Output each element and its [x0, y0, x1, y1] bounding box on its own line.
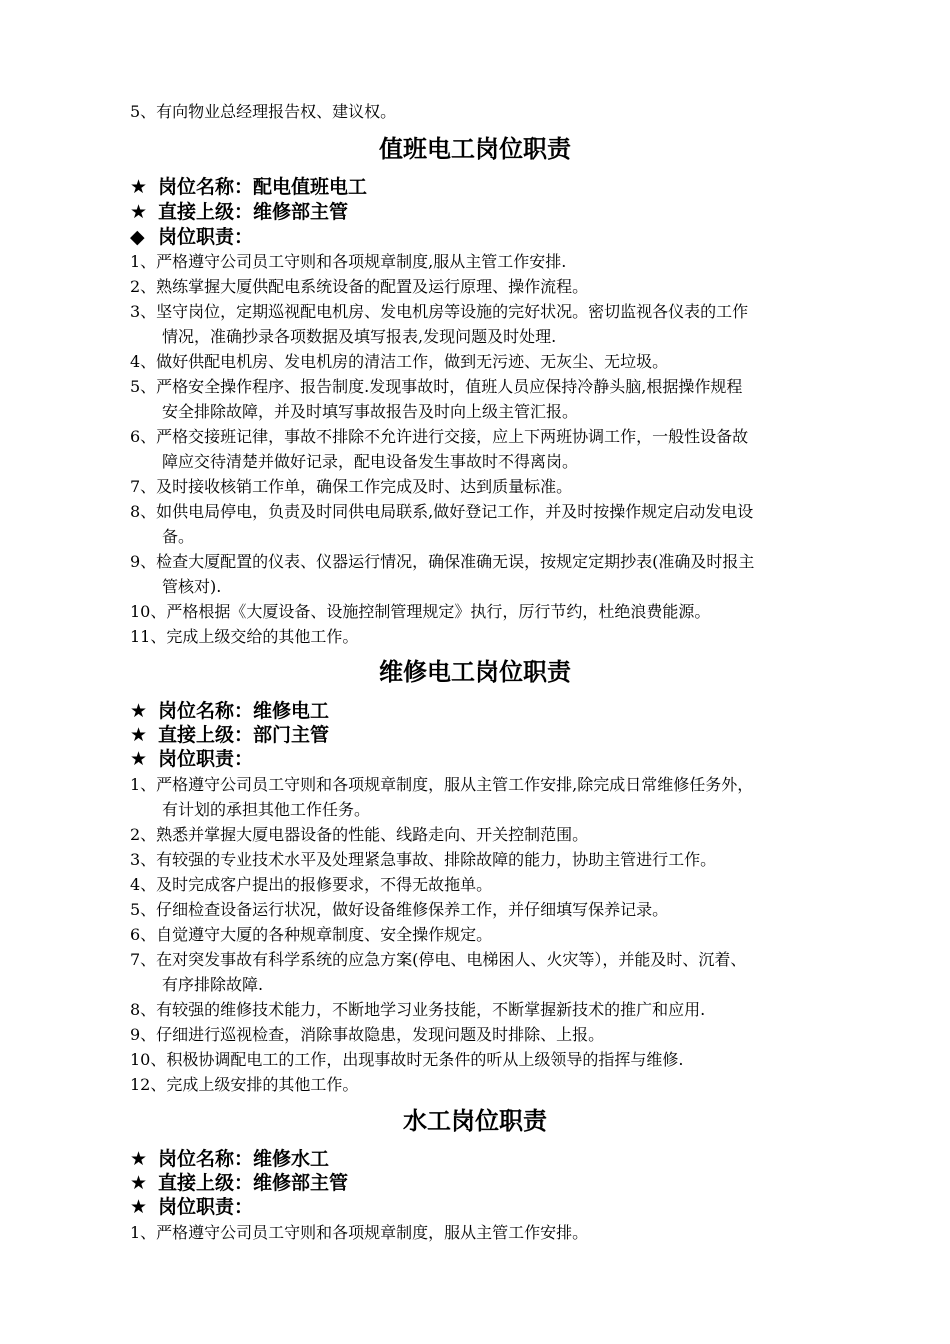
- duty-line: 3、坚守岗位，定期巡视配电机房、发电机房等设施的完好状况。密切监视各仪表的工作: [130, 302, 749, 321]
- duty-line-continued: 安全排除故障，并及时填写事故报告及时向上级主管汇报。: [162, 402, 579, 421]
- duty-line: 10、严格根据《大厦设备、设施控制管理规定》执行，厉行节约，杜绝浪费能源。: [130, 602, 711, 621]
- header-position-name: [130, 175, 367, 199]
- diamond-icon: ◆: [130, 226, 145, 248]
- star-icon: ★: [130, 1148, 148, 1170]
- header-position-name: [130, 699, 329, 723]
- section-title-plumber: 水工岗位职责: [403, 1107, 547, 1135]
- star-icon: ★: [130, 1172, 148, 1194]
- section-title-duty-electrician: 值班电工岗位职责: [379, 135, 571, 163]
- star-icon: ★: [130, 176, 148, 198]
- section-title-maintenance-electrician: 维修电工岗位职责: [379, 658, 571, 686]
- header-text: 岗位职责：: [158, 226, 254, 248]
- header-text: 岗位名称：维修电工: [158, 700, 330, 722]
- duty-line: 3、有较强的专业技术水平及处理紧急事故、排除故障的能力，协助主管进行工作。: [130, 850, 717, 869]
- duty-line: 4、做好供配电机房、发电机房的清洁工作，做到无污迹、无灰尘、无垃圾。: [130, 352, 669, 371]
- header-text: 岗位名称：配电值班电工: [158, 176, 368, 198]
- star-icon: ★: [130, 700, 148, 722]
- header-text: 直接上级：部门主管: [158, 724, 330, 746]
- star-icon: ★: [130, 724, 148, 746]
- duty-line: 2、熟悉并掌握大厦电器设备的性能、线路走向、开关控制范围。: [130, 825, 589, 844]
- duty-line-continued: 情况，准确抄录各项数据及填写报表,发现问题及时处理.: [162, 327, 557, 346]
- duty-line: 5、仔细检查设备运行状况，做好设备维修保养工作，并仔细填写保养记录。: [130, 900, 669, 919]
- duty-line: 8、如供电局停电，负责及时同供电局联系,做好登记工作，并及时按操作规定启动发电设: [130, 502, 754, 521]
- duty-line: 1、严格遵守公司员工守则和各项规章制度，服从主管工作安排。: [130, 1223, 589, 1242]
- header-text: 直接上级：维修部主管: [158, 1172, 349, 1194]
- duty-line: 1、严格遵守公司员工守则和各项规章制度，服从主管工作安排,除完成日常维修任务外，: [130, 775, 754, 794]
- duty-line-continued: 管核对).: [162, 577, 222, 596]
- header-text: 岗位名称：维修水工: [158, 1148, 330, 1170]
- duty-line: 12、完成上级安排的其他工作。: [130, 1075, 359, 1094]
- header-text: 直接上级：维修部主管: [158, 201, 349, 223]
- duty-line: 9、检查大厦配置的仪表、仪器运行情况，确保准确无误，按规定定期抄表(准确及时报主: [130, 552, 755, 571]
- duty-line: 11、完成上级交给的其他工作。: [130, 627, 359, 646]
- duty-line-continued: 障应交待清楚并做好记录，配电设备发生事故时不得离岗。: [162, 452, 579, 471]
- header-superior: [130, 200, 348, 224]
- header-position-name: [130, 1147, 329, 1171]
- duty-line: 2、熟练掌握大厦供配电系统设备的配置及运行原理、操作流程。: [130, 277, 589, 296]
- duty-line: 7、及时接收核销工作单，确保工作完成及时、达到质量标准。: [130, 477, 573, 496]
- duty-line-continued: 有计划的承担其他工作任务。: [162, 800, 371, 819]
- header-duties: [130, 1195, 253, 1219]
- header-text: 岗位职责：: [158, 748, 254, 770]
- duty-line: 7、在对突发事故有科学系统的应急方案(停电、电梯困人、火灾等），并能及时、沉着、: [130, 950, 747, 969]
- duty-line: 9、仔细进行巡视检查，消除事故隐患，发现问题及时排除、上报。: [130, 1025, 605, 1044]
- duty-line: 6、严格交接班记律，事故不排除不允许进行交接，应上下两班协调工作，一般性设备故: [130, 427, 749, 446]
- header-duties: [130, 225, 253, 249]
- header-superior: [130, 723, 329, 747]
- star-icon: ★: [130, 201, 148, 223]
- duty-line: 5、严格安全操作程序、报告制度.发现事故时，值班人员应保持冷静头脑,根据操作规程: [130, 377, 743, 396]
- duty-line: 4、及时完成客户提出的报修要求，不得无故拖单。: [130, 875, 493, 894]
- duty-line-continued: 有序排除故障.: [162, 975, 264, 994]
- duty-line-continued: 备。: [162, 527, 195, 546]
- duty-line: 6、自觉遵守大厦的各种规章制度、安全操作规定。: [130, 925, 493, 944]
- duty-line: 1、严格遵守公司员工守则和各项规章制度,服从主管工作安排.: [130, 252, 567, 271]
- duty-line: 10、积极协调配电工的工作，出现事故时无条件的听从上级领导的指挥与维修.: [130, 1050, 684, 1069]
- star-icon: ★: [130, 1196, 148, 1218]
- header-text: 岗位职责：: [158, 1196, 254, 1218]
- star-icon: ★: [130, 748, 148, 770]
- header-superior: [130, 1171, 348, 1195]
- duty-line: 8、有较强的维修技术能力，不断地学习业务技能，不断掌握新技术的推广和应用.: [130, 1000, 706, 1019]
- header-duties: [130, 747, 253, 771]
- intro-line: 5、有向物业总经理报告权、建议权。: [130, 102, 397, 121]
